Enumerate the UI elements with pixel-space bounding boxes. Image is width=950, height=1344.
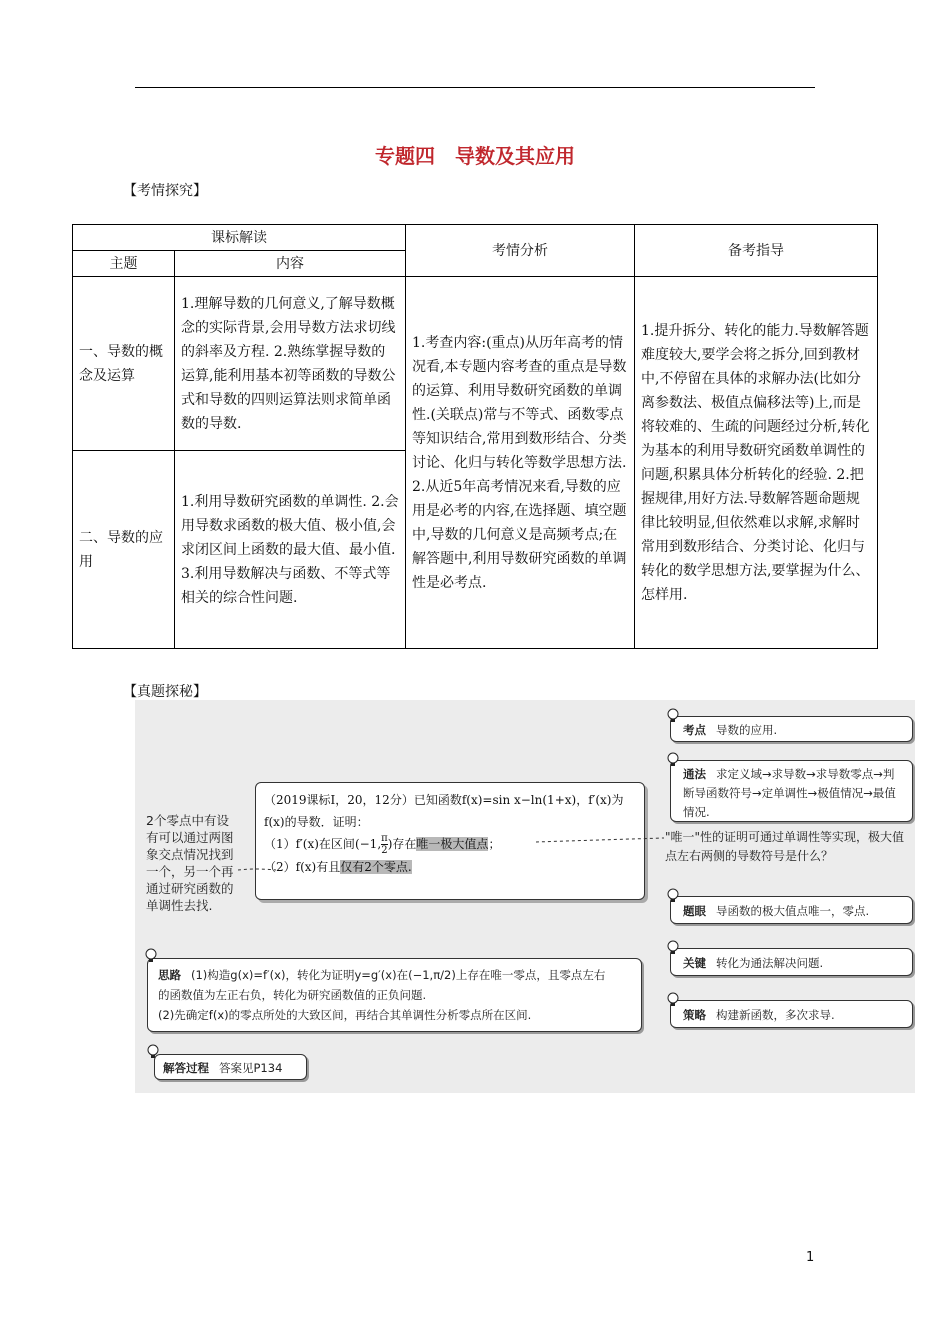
silu-line-3: (2)先确定f(x)的零点所处的大致区间，再结合其单调性分析零点所在区间. [158,1008,532,1022]
question-stem: （2019课标Ⅰ，20，12分）已知函数f(x)=sin x−ln(1+x)，f′(x)为f(x)的导数．证明： [264,793,624,829]
question-part-2-lead: （2）f(x)有且 [264,860,341,874]
header-topic: 主题 [73,251,175,277]
silu-1b: 上存在唯一零点，且零点左右 [455,968,606,982]
lightbulb-icon [664,938,682,956]
fraction-denominator: 2 [381,845,388,856]
jieda-tag: 解答过程 [163,1061,209,1075]
tiyan-box [670,896,913,924]
silu-tag: 思路 [158,968,181,982]
silu-line-2: 的函数值为左正右负，转化为研究函数值的正负问题. [158,988,427,1002]
guanjian-box [670,948,913,976]
header-rule [135,87,815,88]
section-label-kaoqing: 【考情探究】 [123,183,207,199]
question-part-1-end: ； [488,837,501,851]
question-part-1: （1）f′(x)在区间(−1, $\frac{\pi}{2}$ )存在唯一极大值点； [264,833,501,856]
lightbulb-icon [144,1042,162,1060]
lightbulb-icon [664,706,682,724]
kaodian-text: 导数的应用. [716,723,778,737]
question-part-1-mid: 存在 [392,837,417,851]
analysis-table [72,224,878,649]
highlight-max-point: 唯一极大值点 [416,837,489,851]
highlight-two-zeros: 仅有2个零点. [340,860,412,874]
guide-text: 1.提升拆分、转化的能力.导数解答题难度较大,要学会将之拆分,回到教材中,不停留在具体的求解办法(比如分离参数法、极值点偏移法等)上,而是将较难的、生疏的问题经过分析,转化为基本的利用导数研究函数单调性的问题,积累具体分析转化的经验. 2.把握规律,用好方法.导数解答题命题规律比较明显,但依然难以求解,求解时常用到数形结合、分类讨论、化归与转化的数学思想方法,要掌握为什么、怎样用. [635,277,878,649]
content-1: 1.理解导数的几何意义,了解导数概念的实际背景,会用导数方法求切线的斜率及方程. 2.熟练掌握导数的运算,能利用基本初等函数的导数公式和导数的四则运算法则求简单函数的导数. [175,277,406,451]
kaodian-tag: 考点 [683,723,706,737]
silu-two: 2 [444,968,452,982]
question-part-1-interval: −1, [359,837,382,851]
topic-2: 二、导数的应用 [73,451,175,649]
jieda-text: 答案见P134 [219,1061,283,1075]
celue-box [670,1000,913,1028]
celue-tag: 策略 [683,1008,706,1022]
silu-1a: (1)构造g(x)=f′(x)，转化为证明y=g′(x)在 [191,968,409,982]
header-kebiao: 课标解读 [73,225,406,251]
header-analysis: 考情分析 [406,225,635,277]
content-2: 1.利用导数研究函数的单调性. 2.会用导数求函数的极大值、极小值,会求闭区间上函数的最大值、最小值. 3.利用导数解决与函数、不等式等相关的综合性问题. [175,451,406,649]
jieda-box [154,1054,307,1080]
connector-lines [236,810,666,880]
header-content: 内容 [175,251,406,277]
tongfa-text: 求定义域→求导数→求导数零点→判断导函数符号→定单调性→极值情况→最值情况. [683,767,896,819]
silu-box [147,958,642,1032]
question-part-1-lead: （1）f′(x)在区间 [264,837,355,851]
lightbulb-icon [664,750,682,768]
zeros-note: 2个零点中有设有可以通过两图象交点情况找到一个，另一个再通过研究函数的单调性去找. [146,813,234,913]
kaodian-box [670,716,913,742]
tiyan-text: 导函数的极大值点唯一，零点. [716,904,870,918]
silu-pi: π [433,968,441,982]
section-label-zhenti: 【真题探秘】 [123,684,207,700]
uniqueness-note: "唯一"性的证明可通过单调性等实现，极大值点左右两侧的导数符号是什么？ [665,830,905,863]
tongfa-tag: 通法 [683,767,706,781]
page-title: 专题四 导数及其应用 [375,144,575,168]
tongfa-box [670,760,913,822]
silu-line-1: 思路 (1)构造g(x)=f′(x)，转化为证明y=g′(x)在(−1,π/2)上存在唯一零点，且零点左右 [158,968,606,982]
celue-text: 构建新函数，多次求导. [716,1008,835,1022]
lightbulb-icon [664,990,682,1008]
guanjian-text: 转化为通法解决问题. [716,956,824,970]
topic-1: 一、导数的概念及运算 [73,277,175,451]
lightbulb-icon [142,946,160,964]
silu-interval: −1, [412,968,434,982]
fraction-numerator: π [381,833,388,844]
header-guide: 备考指导 [635,225,878,277]
tiyan-tag: 题眼 [683,904,706,918]
guanjian-tag: 关键 [683,956,706,970]
analysis-text: 1.考查内容:(重点)从历年高考的情况看,本专题内容考查的重点是导数的运算、利用导数研究函数的单调性.(关联点)常与不等式、函数零点等知识结合,常用到数形结合、分类讨论、化归与转化等数学思想方法. 2.从近5年高考情况来看,导数的应用是必考的内容,在选择题、填空题中,导数的几何意义是高频考点;在解答题中,利用导数研究函数的单调性是必考点. [406,277,635,649]
page-number: 1 [806,1250,815,1265]
lightbulb-icon [664,886,682,904]
